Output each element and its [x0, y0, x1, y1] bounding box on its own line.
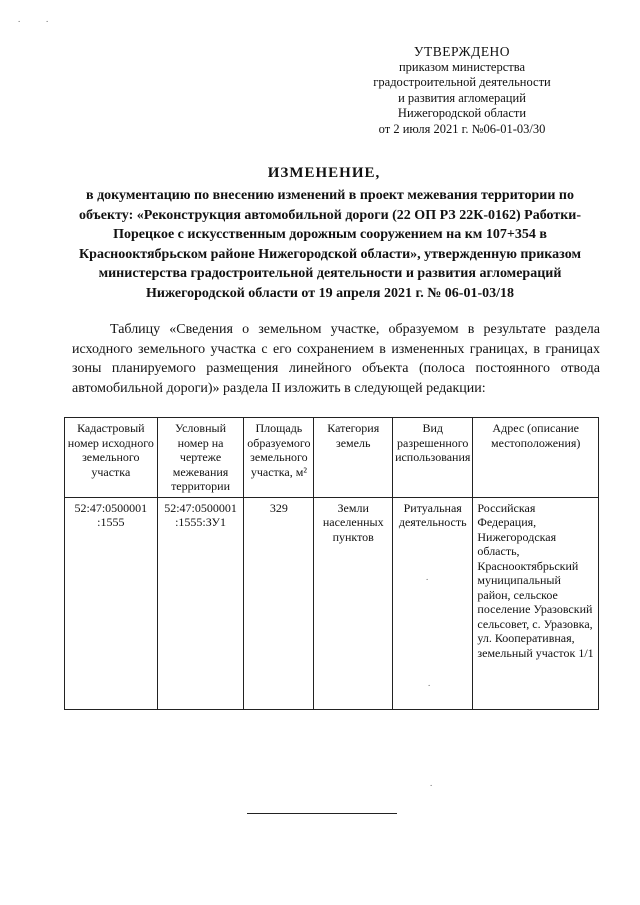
approval-heading: УТВЕРЖДЕНО [413, 44, 511, 59]
approval-line: градостроительной деятельности [373, 75, 551, 89]
subtitle-line: Нижегородской области от 19 апреля 2021 г. № 06-01-03/18 [146, 285, 514, 301]
approval-line: от 2 июля 2021 г. №06-01-03/30 [378, 121, 546, 136]
approval-line: приказом министерства [398, 59, 526, 74]
header-address: Адрес (описание местоположения) [473, 418, 599, 498]
cell-permitted-use: Ритуальная деятельность [393, 497, 473, 709]
cell-address: Российская Федерация, Нижегородская область, Краснооктябрьский муниципальный район, сельское поселение Уразовский сельсовет, с. Уразовка, ул. Кооперативная, земельный участок 1/1 [473, 497, 599, 709]
scan-speck: . [430, 778, 433, 788]
subtitle-line: Порецкое с искусственным дорожным сооружением на км 107+354 в [113, 227, 547, 242]
land-plot-table [64, 417, 599, 710]
cell-conditional-number: 52:47:0500001 :1555:ЗУ1 [157, 497, 244, 709]
cell-land-category: Земли населенных пунктов [314, 497, 393, 709]
approval-stamp [352, 44, 572, 137]
scan-speck: . [428, 678, 431, 688]
header-land-category: Категория земель [314, 418, 393, 498]
header-area: Площадь образуемого земельного участка, м² [244, 418, 314, 498]
subtitle-line: объекту: «Реконструкция автомобильной дороги (22 ОП РЗ 22К-0162) Работки- [78, 207, 582, 223]
cell-area: 329 [244, 497, 314, 709]
scan-speck: . [18, 14, 21, 24]
header-conditional-number: Условный номер на чертеже межевания территории [157, 418, 244, 498]
table-row [65, 497, 599, 709]
subtitle-line: министерства градостроительной деятельности и развития агломераций [98, 266, 562, 281]
document-title: ИЗМЕНЕНИЕ, [267, 165, 381, 181]
header-cadastral-number: Кадастровый номер исходного земельного участка [65, 418, 158, 498]
body-paragraph: Таблицу «Сведения о земельном участке, образуемом в результате раздела исходного земельного участка с его сохранением в измененных границах, в границах зоны планируемого размещения линейного объекта (полоса постоянного отвода автомобильной дороги)» раздела II изложить в следующей редакции: [72, 322, 600, 396]
document-subtitle [60, 186, 600, 303]
header-permitted-use: Вид разрешенного использования [393, 418, 473, 498]
scan-speck: . [46, 14, 49, 24]
subtitle-line: Краснооктябрьском районе Нижегородской области», утвержденную приказом [79, 246, 581, 262]
cell-cadastral-number: 52:47:0500001 :1555 [65, 497, 158, 709]
approval-line: и развития агломераций [398, 90, 526, 105]
approval-line: Нижегородской области [397, 106, 527, 120]
table-header-row [65, 418, 599, 498]
scan-speck: . [426, 572, 429, 582]
closing-rule [247, 813, 397, 814]
subtitle-line: в документацию по внесению изменений в проект межевания территории по [86, 188, 574, 203]
